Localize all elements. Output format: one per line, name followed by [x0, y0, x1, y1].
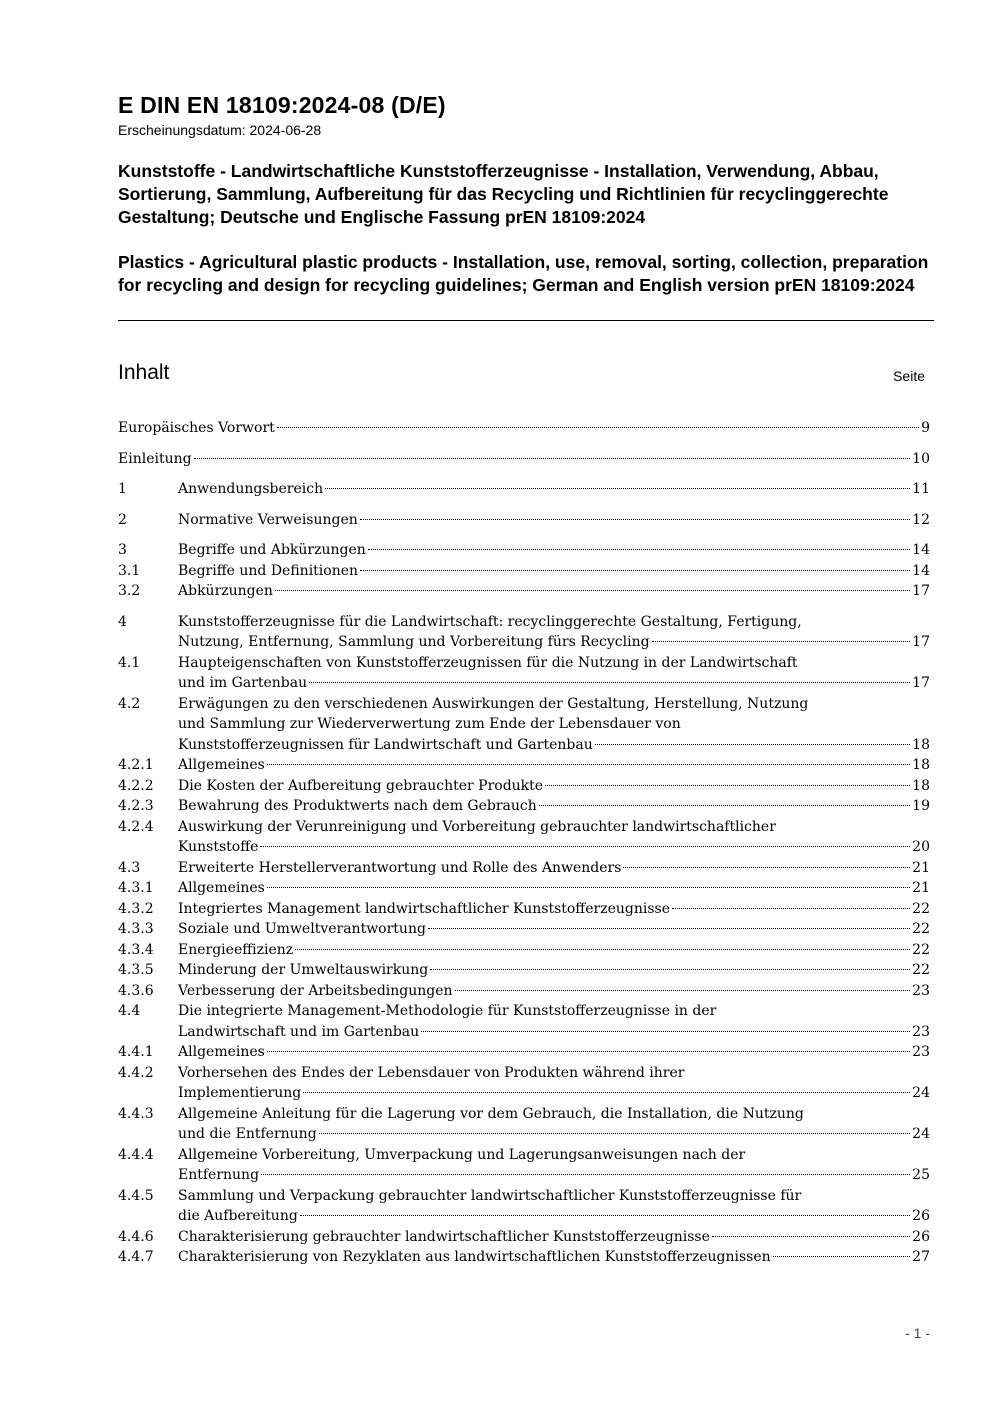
- toc-entry-page: 26: [912, 1228, 930, 1245]
- toc-entry-line: [118, 653, 930, 674]
- toc-heading: Inhalt: [118, 361, 170, 384]
- toc-entry-line: [118, 449, 930, 470]
- title-german: Kunststoffe - Landwirtschaftliche Kunststofferzeugnisse - Installation, Verwendung, Abbau, Sortierung, Sammlung, Aufbereitung für das Recycling und Richtlinien für recyclinggerechte Gestaltung; Deutsche und Englische Fassung prEN 18109:2024: [118, 161, 889, 227]
- title-divider: [118, 320, 934, 321]
- toc-entry-title: Auswirkung der Verunreinigung und Vorbereitung gebrauchter landwirtschaftlicher: [178, 818, 776, 835]
- toc-dot-leader: [325, 488, 910, 489]
- toc-entry[interactable]: [118, 561, 930, 582]
- toc-entry-number: 4.4.7: [118, 1249, 154, 1265]
- toc-entry-leader-row: [178, 796, 930, 817]
- toc-entry-title: Allgemeines: [178, 757, 265, 773]
- toc-entry-line: [118, 837, 930, 858]
- toc-entry-line: [118, 796, 930, 817]
- toc-entry-number: 4.4: [118, 1003, 141, 1019]
- toc-entry-leader-row: [178, 837, 930, 858]
- toc-entry-line: [118, 735, 930, 756]
- toc-entry-page: 17: [912, 634, 930, 650]
- toc-entry-number: 4.1: [118, 654, 141, 671]
- toc-entry-title: Einleitung: [118, 450, 192, 467]
- toc-entry[interactable]: [118, 694, 930, 756]
- toc-entry-page: 14: [912, 542, 930, 558]
- toc-entry-leader-row: [178, 735, 930, 756]
- toc-dot-leader: [275, 590, 910, 591]
- toc-entry-line: [118, 418, 930, 439]
- toc-entry-page: 22: [912, 921, 930, 937]
- toc-dot-leader: [295, 949, 910, 950]
- toc-dot-leader: [455, 990, 911, 991]
- toc-entry-line: [118, 1001, 930, 1022]
- toc-entry-page: 12: [912, 511, 930, 528]
- toc-entry-leader-row: [178, 1124, 930, 1145]
- toc-entry[interactable]: [118, 1042, 930, 1063]
- toc-entry-number: 4.3: [118, 859, 141, 876]
- toc-entry[interactable]: [118, 1001, 930, 1042]
- toc-entry-leader-row: [178, 673, 930, 694]
- toc-entry[interactable]: [118, 653, 930, 694]
- toc-entry-number: 4.3.6: [118, 982, 154, 999]
- toc-entry[interactable]: [118, 1145, 930, 1186]
- toc-entry-leader-row: [178, 1247, 930, 1268]
- toc-entry-page: 18: [912, 777, 930, 794]
- toc-entry-line: [118, 776, 930, 797]
- table-of-contents: [118, 418, 930, 1268]
- toc-entry-page: 17: [912, 583, 930, 599]
- toc-entry-line: [118, 1206, 930, 1227]
- toc-entry-page: 9: [921, 420, 930, 436]
- toc-entry-line: [118, 919, 930, 940]
- toc-entry[interactable]: [118, 755, 930, 776]
- toc-entry-leader-row: [178, 919, 930, 940]
- toc-entry-leader-row: [178, 899, 930, 920]
- toc-entry-leader-row: [178, 858, 930, 879]
- toc-entry-number: 4.2.1: [118, 757, 154, 773]
- toc-entry-page: 22: [912, 941, 930, 958]
- toc-entry-page: 17: [912, 675, 930, 691]
- toc-dot-leader: [260, 846, 910, 847]
- toc-entry-number: 4.2.2: [118, 777, 154, 794]
- toc-entry-page: 14: [912, 562, 930, 579]
- toc-entry-leader-row: [178, 581, 930, 602]
- toc-entry-title: Europäisches Vorwort: [118, 420, 275, 436]
- toc-entry-title: Allgemeine Anleitung für die Lagerung vor dem Gebrauch, die Installation, die Nutzung: [178, 1105, 804, 1122]
- toc-entry-title: Nutzung, Entfernung, Sammlung und Vorbereitung fürs Recycling: [178, 634, 650, 650]
- toc-entry-line: [118, 1042, 930, 1063]
- toc-entry-title: Kunststofferzeugnisse für die Landwirtschaft: recyclinggerechte Gestaltung, Fertigung,: [178, 613, 802, 630]
- toc-entry-leader-row: [178, 479, 930, 500]
- toc-entry-title: Landwirtschaft und im Gartenbau: [178, 1023, 420, 1040]
- toc-entry-number: 4.3.2: [118, 900, 154, 917]
- toc-entry-line: [118, 561, 930, 582]
- toc-entry[interactable]: [118, 1247, 930, 1268]
- toc-dot-leader: [277, 427, 919, 428]
- toc-entry-line: [118, 960, 930, 981]
- toc-entry-title: Entfernung: [178, 1167, 260, 1183]
- toc-entry-title: Charakterisierung von Rezyklaten aus landwirtschaftlichen Kunststofferzeugnissen: [178, 1249, 771, 1265]
- toc-entry-number: 4.4.2: [118, 1064, 154, 1081]
- toc-entry[interactable]: [118, 612, 930, 653]
- toc-entry-number: 4.4.5: [118, 1187, 154, 1204]
- toc-entry[interactable]: [118, 1227, 930, 1248]
- toc-entry-title: Haupteigenschaften von Kunststofferzeugnissen für die Nutzung in der Landwirtschaft: [178, 654, 798, 671]
- toc-dot-leader: [773, 1256, 911, 1257]
- toc-dot-leader: [267, 764, 910, 765]
- toc-entry-number: 4.4.1: [118, 1044, 154, 1060]
- toc-dot-leader: [421, 1031, 910, 1032]
- toc-entry-number: 4.3.3: [118, 921, 154, 937]
- toc-entry-line: [118, 1104, 930, 1125]
- toc-entry-title: Anwendungsbereich: [178, 481, 324, 497]
- toc-dot-leader: [267, 887, 910, 888]
- toc-entry-leader-row: [178, 878, 930, 899]
- toc-entry[interactable]: [118, 858, 930, 879]
- publication-date: Erscheinungsdatum: 2024-06-28: [118, 122, 322, 138]
- toc-entry-leader-row: [178, 1083, 930, 1104]
- toc-entry-number: 4: [118, 613, 127, 630]
- toc-entry-line: [118, 1124, 930, 1145]
- toc-entry-line: [118, 673, 930, 694]
- toc-entry-line: [118, 1063, 930, 1084]
- toc-entry[interactable]: [118, 776, 930, 797]
- toc-entry-page: 21: [912, 880, 930, 896]
- toc-entry-page: 11: [912, 481, 930, 497]
- toc-entry-title: Soziale und Umweltverantwortung: [178, 921, 426, 937]
- toc-entry-page: 23: [912, 1044, 930, 1060]
- toc-entry[interactable]: [118, 817, 930, 858]
- toc-entry[interactable]: [118, 510, 930, 531]
- toc-entry-line: [118, 612, 930, 633]
- toc-entry-page: 23: [912, 1023, 930, 1040]
- toc-entry-line: [118, 581, 930, 602]
- toc-entry-title: Energieeffizienz: [178, 941, 294, 958]
- toc-entry-number: 3.1: [118, 562, 141, 579]
- toc-entry-page: 19: [912, 798, 930, 814]
- toc-entry-page: 22: [912, 962, 930, 978]
- toc-entry-page: 10: [912, 450, 930, 467]
- toc-entry-page: 24: [912, 1085, 930, 1101]
- toc-dot-leader: [303, 1092, 910, 1093]
- toc-entry-line: [118, 1165, 930, 1186]
- toc-entry-line: [118, 632, 930, 653]
- toc-entry-title: Sammlung und Verpackung gebrauchter landwirtschaftlicher Kunststofferzeugnisse für: [178, 1187, 802, 1204]
- toc-entry[interactable]: [118, 878, 930, 899]
- toc-entry[interactable]: [118, 796, 930, 817]
- document-id: E DIN EN 18109:2024-08 (D/E): [118, 92, 446, 118]
- toc-entry-leader-row: [178, 540, 930, 561]
- toc-entry-line: [118, 479, 930, 500]
- toc-entry-page: 23: [912, 982, 930, 999]
- toc-entry-page: 25: [912, 1167, 930, 1183]
- toc-dot-leader: [360, 519, 910, 520]
- toc-entry-line: [118, 1247, 930, 1268]
- toc-entry-leader-row: [178, 1165, 930, 1186]
- toc-entry-leader-row: [178, 561, 930, 582]
- toc-entry-number: 4.4.4: [118, 1146, 154, 1163]
- toc-page-column-label: Seite: [893, 368, 925, 384]
- toc-entry-leader-row: [178, 776, 930, 797]
- toc-entry-leader-row: [118, 449, 930, 470]
- toc-entry-leader-row: [178, 632, 930, 653]
- toc-entry-title: Kunststoffe: [178, 839, 259, 855]
- toc-entry-title: Minderung der Umweltauswirkung: [178, 962, 429, 978]
- toc-entry[interactable]: [118, 940, 930, 961]
- toc-entry-leader-row: [178, 1227, 930, 1248]
- toc-entry-line: [118, 858, 930, 879]
- toc-entry-leader-row: [178, 510, 930, 531]
- toc-entry-number: 2: [118, 511, 127, 528]
- toc-entry-line: [118, 1145, 930, 1166]
- toc-entry-leader-row: [178, 1022, 930, 1043]
- toc-entry[interactable]: [118, 449, 930, 470]
- toc-entry-page: 26: [912, 1208, 930, 1224]
- toc-entry-page: 20: [912, 839, 930, 855]
- toc-entry-title: Normative Verweisungen: [178, 511, 358, 528]
- toc-entry-number: 4.3.1: [118, 880, 154, 896]
- toc-entry-title: Bewahrung des Produktwerts nach dem Gebrauch: [178, 798, 537, 814]
- toc-dot-leader: [368, 549, 910, 550]
- toc-entry-page: 22: [912, 900, 930, 917]
- toc-dot-leader: [319, 1133, 911, 1134]
- page-number: - 1 -: [905, 1325, 930, 1341]
- toc-entry-title: die Aufbereitung: [178, 1208, 298, 1224]
- toc-entry-number: 1: [118, 481, 127, 497]
- toc-entry-title: Charakterisierung gebrauchter landwirtschaftlicher Kunststofferzeugnisse: [178, 1228, 710, 1245]
- toc-entry-line: [118, 510, 930, 531]
- toc-entry-title: und im Gartenbau: [178, 675, 308, 691]
- toc-entry-number: 4.4.3: [118, 1105, 154, 1122]
- toc-entry-title: Begriffe und Definitionen: [178, 562, 359, 579]
- toc-dot-leader: [300, 1215, 910, 1216]
- toc-entry-number: 4.3.4: [118, 941, 154, 958]
- toc-entry-title: Integriertes Management landwirtschaftlicher Kunststofferzeugnisse: [178, 900, 671, 917]
- toc-entry-title: Begriffe und Abkürzungen: [178, 542, 366, 558]
- toc-dot-leader: [360, 570, 910, 571]
- toc-entry[interactable]: [118, 1063, 930, 1104]
- toc-dot-leader: [428, 928, 910, 929]
- toc-entry-title: Implementierung: [178, 1085, 302, 1101]
- toc-entry-number: 4.2.4: [118, 818, 154, 835]
- toc-entry-page: 18: [912, 736, 930, 753]
- toc-entry-leader-row: [178, 755, 930, 776]
- toc-entry-leader-row: [178, 940, 930, 961]
- toc-entry[interactable]: [118, 581, 930, 602]
- toc-dot-leader: [652, 641, 911, 642]
- toc-entry-title: Erweiterte Herstellerverantwortung und Rolle des Anwenders: [178, 859, 622, 876]
- toc-entry-line: [118, 981, 930, 1002]
- toc-entry[interactable]: [118, 899, 930, 920]
- toc-entry-number: 4.2: [118, 695, 141, 712]
- toc-entry-page: 27: [912, 1249, 930, 1265]
- toc-entry-page: 24: [912, 1126, 930, 1142]
- toc-entry-title: Kunststofferzeugnissen für Landwirtschaft und Gartenbau: [178, 736, 593, 753]
- toc-entry[interactable]: [118, 919, 930, 940]
- toc-entry[interactable]: [118, 1104, 930, 1145]
- toc-entry-title: Vorhersehen des Endes der Lebensdauer von Produkten während ihrer: [178, 1064, 685, 1081]
- toc-dot-leader: [267, 1051, 910, 1052]
- toc-dot-leader: [712, 1236, 910, 1237]
- toc-entry-title: Allgemeines: [178, 1044, 265, 1060]
- toc-entry-line: [118, 1083, 930, 1104]
- toc-entry-line: [118, 540, 930, 561]
- toc-entry[interactable]: [118, 981, 930, 1002]
- toc-entry-page: 21: [912, 859, 930, 876]
- toc-entry-title: und Sammlung zur Wiederverwertung zum Ende der Lebensdauer von: [178, 716, 681, 732]
- toc-entry-line: [118, 694, 930, 715]
- toc-entry-leader-row: [178, 1042, 930, 1063]
- toc-entry-title: Erwägungen zu den verschiedenen Auswirkungen der Gestaltung, Herstellung, Nutzung: [178, 695, 809, 712]
- toc-entry-number: 4.2.3: [118, 798, 154, 814]
- toc-dot-leader: [309, 682, 910, 683]
- toc-entry[interactable]: [118, 540, 930, 561]
- toc-entry-title: Die Kosten der Aufbereitung gebrauchter Produkte: [178, 777, 544, 794]
- toc-entry-line: [118, 714, 930, 735]
- toc-dot-leader: [194, 458, 911, 459]
- toc-entry-leader-row: [178, 1206, 930, 1227]
- toc-dot-leader: [672, 908, 910, 909]
- toc-entry-line: [118, 1022, 930, 1043]
- toc-entry-leader-row: [178, 981, 930, 1002]
- toc-dot-leader: [623, 867, 910, 868]
- toc-entry-line: [118, 878, 930, 899]
- title-english: Plastics - Agricultural plastic products - Installation, use, removal, sorting, collection, preparation for recycling and design for recycling guidelines; German and English version prEN 18109:2024: [118, 252, 929, 295]
- toc-entry-number: 4.3.5: [118, 962, 154, 978]
- toc-entry-leader-row: [178, 960, 930, 981]
- toc-entry-number: 3: [118, 542, 127, 558]
- toc-entry[interactable]: [118, 418, 930, 439]
- toc-entry-number: 4.4.6: [118, 1228, 154, 1245]
- toc-entry[interactable]: [118, 1186, 930, 1227]
- toc-entry-title: Die integrierte Management-Methodologie für Kunststofferzeugnisse in der: [178, 1003, 717, 1019]
- toc-entry-title: Allgemeines: [178, 880, 265, 896]
- toc-dot-leader: [545, 785, 910, 786]
- toc-entry-leader-row: [118, 418, 930, 439]
- toc-entry-title: Allgemeine Vorbereitung, Umverpackung und Lagerungsanweisungen nach der: [178, 1146, 746, 1163]
- toc-dot-leader: [539, 805, 910, 806]
- toc-entry[interactable]: [118, 479, 930, 500]
- toc-entry[interactable]: [118, 960, 930, 981]
- toc-entry-number: 3.2: [118, 583, 141, 599]
- toc-dot-leader: [261, 1174, 910, 1175]
- toc-entry-title: Verbesserung der Arbeitsbedingungen: [178, 982, 453, 999]
- toc-entry-line: [118, 817, 930, 838]
- toc-entry-line: [118, 755, 930, 776]
- toc-entry-line: [118, 899, 930, 920]
- toc-entry-title: Abkürzungen: [178, 583, 273, 599]
- toc-entry-line: [118, 940, 930, 961]
- toc-dot-leader: [595, 744, 910, 745]
- toc-entry-title: und die Entfernung: [178, 1126, 317, 1142]
- toc-entry-line: [118, 1186, 930, 1207]
- toc-entry-line: [118, 1227, 930, 1248]
- toc-entry-page: 18: [912, 757, 930, 773]
- toc-dot-leader: [430, 969, 910, 970]
